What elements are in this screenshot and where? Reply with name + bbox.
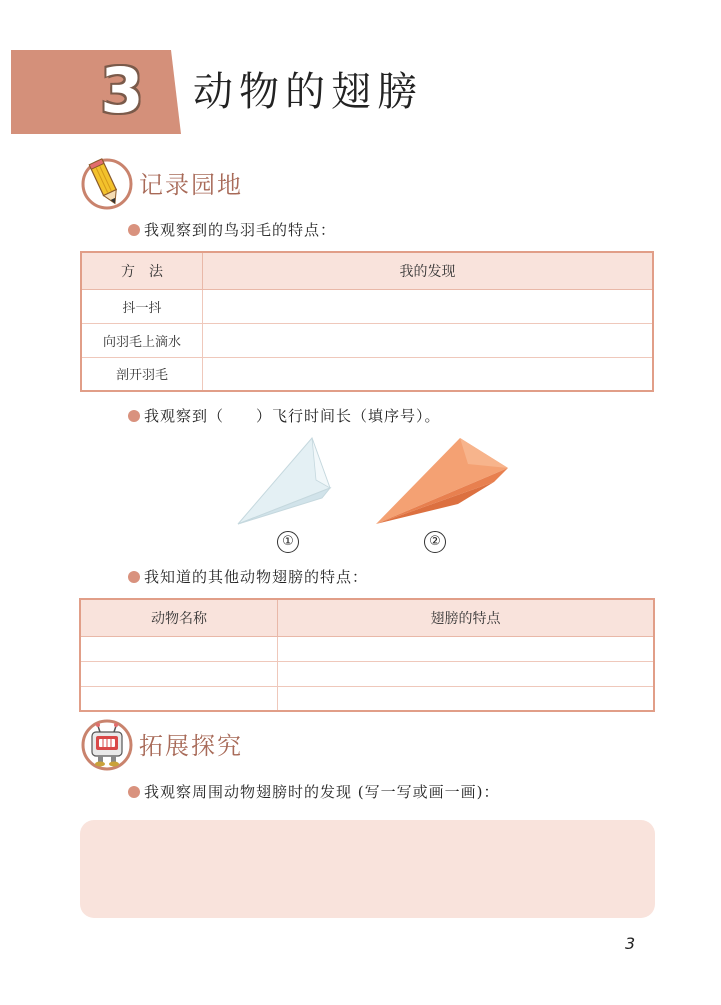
table-row [80, 687, 654, 711]
method-cell: 抖一抖 [81, 290, 203, 324]
section-title-extend: 拓展探究 [139, 732, 243, 760]
paper-plane-1 [238, 438, 330, 524]
lesson-title: 动物的翅膀 [193, 69, 423, 115]
prompt-text: 我观察到的鸟羽毛的特点： [144, 221, 337, 239]
prompt-flight [128, 406, 441, 426]
finding-cell[interactable] [203, 358, 654, 391]
finding-cell[interactable] [203, 290, 654, 324]
header-method: 方 法 [81, 252, 203, 290]
header-animal-name: 动物名称 [80, 599, 278, 637]
bullet-dot [128, 410, 140, 422]
bullet-dot [128, 786, 140, 798]
wing-feature-cell[interactable] [278, 637, 655, 662]
table-row [81, 358, 653, 391]
wing-feature-cell[interactable] [278, 687, 655, 711]
bullet-dot [128, 571, 140, 583]
feather-table [80, 251, 654, 392]
table-row [81, 290, 653, 324]
pencil-icon [80, 157, 134, 211]
bullet-dot [128, 224, 140, 236]
prompt-animal-wings [128, 567, 368, 587]
animal-name-cell[interactable] [80, 687, 278, 711]
prompt-text: 我观察周围动物翅膀时的发现 (写一写或画一画)： [144, 783, 500, 801]
plane-label-2: ② [424, 531, 446, 553]
drawing-area[interactable] [80, 820, 655, 918]
table-row [80, 637, 654, 662]
prompt-feather [128, 220, 336, 240]
table-header-row [81, 252, 653, 290]
wing-feature-cell[interactable] [278, 662, 655, 687]
section-title-record: 记录园地 [139, 171, 243, 199]
method-cell: 剖开羽毛 [81, 358, 203, 391]
prompt-observe [128, 782, 499, 802]
header-wing-features: 翅膀的特点 [278, 599, 655, 637]
prompt-text: 我观察到（ ）飞行时间长（填序号）。 [144, 407, 441, 425]
animal-name-cell[interactable] [80, 662, 278, 687]
method-cell: 向羽毛上滴水 [81, 324, 203, 358]
paper-planes-illustration [232, 436, 522, 556]
prompt-text: 我知道的其他动物翅膀的特点： [144, 568, 369, 586]
animal-name-cell[interactable] [80, 637, 278, 662]
table-row [80, 662, 654, 687]
finding-cell[interactable] [203, 324, 654, 358]
page-number: 3 [625, 934, 636, 953]
animal-wings-table [79, 598, 655, 712]
table-row [81, 324, 653, 358]
paper-plane-2 [376, 438, 508, 524]
header-finding: 我的发现 [203, 252, 654, 290]
lesson-number: 3 [100, 54, 144, 127]
table-header-row [80, 599, 654, 637]
plane-label-1: ① [277, 531, 299, 553]
robot-icon [80, 718, 134, 772]
